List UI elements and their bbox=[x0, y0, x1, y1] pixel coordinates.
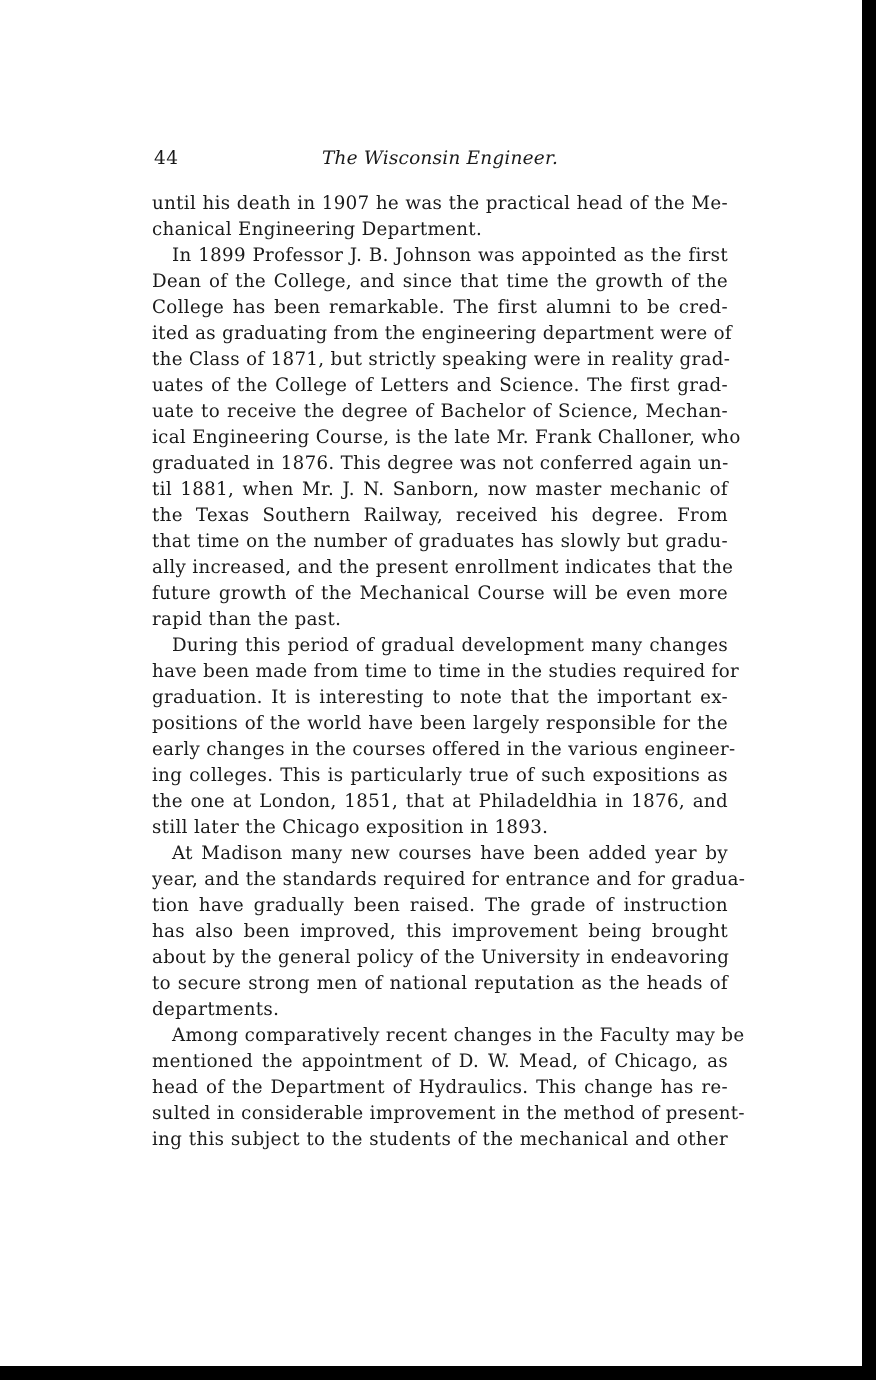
text-line: until his death in 1907 he was the practical head of the Me- bbox=[152, 193, 728, 214]
text-line: ing this subject to the students of the mechanical and other bbox=[152, 1129, 728, 1150]
text-line: College has been remarkable. The first alumni to be cred- bbox=[152, 297, 728, 318]
text-line: positions of the world have been largely responsible for the bbox=[152, 713, 728, 734]
running-title: The Wisconsin Engineer. bbox=[321, 148, 559, 169]
text-line: tion have gradually been raised. The grade of instruction bbox=[152, 895, 728, 916]
text-line: rapid than the past. bbox=[152, 609, 342, 630]
text-line: have been made from time to time in the studies required for bbox=[152, 661, 740, 682]
text-line: the Texas Southern Railway, received his degree. From bbox=[152, 505, 728, 526]
page-number: 44 bbox=[154, 148, 179, 169]
text-line: In 1899 Professor J. B. Johnson was appointed as the first bbox=[172, 245, 728, 266]
scan-border-bottom bbox=[0, 1366, 876, 1380]
text-line: graduation. It is interesting to note that the important ex- bbox=[152, 687, 728, 708]
text-line: At Madison many new courses have been added year by bbox=[172, 843, 728, 864]
text-line: year, and the standards required for entrance and for gradua- bbox=[152, 869, 746, 890]
text-line: head of the Department of Hydraulics. This change has re- bbox=[152, 1077, 728, 1098]
text-line: Dean of the College, and since that time the growth of the bbox=[152, 271, 728, 292]
text-line: ally increased, and the present enrollment indicates that the bbox=[152, 557, 734, 578]
text-line: still later the Chicago exposition in 1893. bbox=[152, 817, 549, 838]
text-line: that time on the number of graduates has slowly but gradu- bbox=[152, 531, 728, 552]
text-line: During this period of gradual development many changes bbox=[172, 635, 728, 656]
text-line: ing colleges. This is particularly true of such expositions as bbox=[152, 765, 728, 786]
text-line: ical Engineering Course, is the late Mr. Frank Challoner, who bbox=[152, 427, 741, 448]
text-line: ited as graduating from the engineering department were of bbox=[152, 323, 732, 344]
scan-border-right bbox=[862, 0, 876, 1380]
text-line: chanical Engineering Department. bbox=[152, 219, 483, 240]
text-line: about by the general policy of the University in endeavoring bbox=[152, 947, 730, 968]
text-line: mentioned the appointment of D. W. Mead, of Chicago, as bbox=[152, 1051, 728, 1072]
body-text bbox=[152, 191, 746, 1153]
text-line: sulted in considerable improvement in the method of present- bbox=[152, 1103, 745, 1124]
text-line: departments. bbox=[152, 999, 280, 1020]
text-line: the Class of 1871, but strictly speaking were in reality grad- bbox=[152, 349, 731, 370]
text-line: Among comparatively recent changes in the Faculty may be bbox=[172, 1025, 745, 1046]
text-line: uate to receive the degree of Bachelor of Science, Mechan- bbox=[152, 401, 728, 422]
text-line: future growth of the Mechanical Course will be even more bbox=[152, 583, 728, 604]
page-header bbox=[152, 148, 728, 176]
text-line: uates of the College of Letters and Science. The first grad- bbox=[152, 375, 728, 396]
text-line: til 1881, when Mr. J. N. Sanborn, now master mechanic of bbox=[152, 479, 728, 500]
text-line: early changes in the courses offered in the various engineer- bbox=[152, 739, 736, 760]
text-line: the one at London, 1851, that at Philadeldhia in 1876, and bbox=[152, 791, 728, 812]
text-line: has also been improved, this improvement being brought bbox=[152, 921, 728, 942]
text-line: to secure strong men of national reputation as the heads of bbox=[152, 973, 728, 994]
text-line: graduated in 1876. This degree was not conferred again un- bbox=[152, 453, 729, 474]
